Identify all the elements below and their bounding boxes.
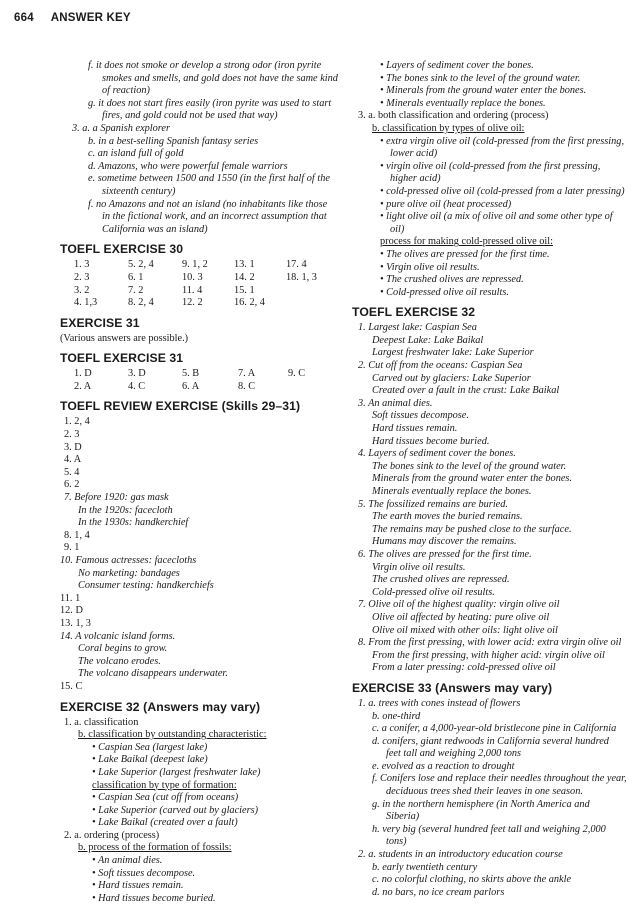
- answer-text: c. an island full of gold: [88, 148, 184, 160]
- answer-text: 4. A: [64, 454, 82, 466]
- answer-cell: 8. C: [238, 380, 256, 392]
- answer-line: [60, 542, 335, 555]
- toefl-review-exercise-answers: [60, 416, 335, 693]
- answer-text: 9. 1: [64, 542, 80, 554]
- answer-text: Carved out by glaciers: Lake Superior: [372, 372, 531, 384]
- answer-line: [352, 836, 637, 849]
- answer-text: b. process of the formation of fossils:: [78, 842, 232, 854]
- answer-line: [352, 473, 637, 486]
- answer-line: [60, 817, 335, 830]
- answer-text: Minerals eventually replace the bones.: [372, 486, 532, 497]
- answer-line: [60, 842, 335, 855]
- answer-cell: [288, 381, 338, 394]
- answer-text: 11. 1: [60, 592, 81, 604]
- answer-text: • virgin olive oil (cold-pressed from the first pressing,: [380, 160, 601, 172]
- answer-text: d. no bars, no ice cream parlors: [372, 886, 505, 898]
- answer-text: In the 1930s: handkerchief: [78, 517, 189, 529]
- answer-line: [60, 429, 335, 442]
- running-title: ANSWER KEY: [50, 12, 131, 24]
- answer-line: [60, 454, 335, 467]
- answer-text: • Hard tissues become buried.: [92, 892, 216, 904]
- answer-cell: 9. 1, 2: [182, 259, 208, 271]
- answer-line: [60, 780, 335, 793]
- answer-cell: 13. 1: [234, 259, 255, 271]
- answer-text: • Caspian Sea (cut off from oceans): [92, 792, 239, 804]
- answer-line: [352, 123, 637, 136]
- answer-line: [352, 574, 637, 587]
- answer-text: b. early twentieth century: [372, 861, 478, 873]
- answer-line: [60, 505, 335, 518]
- left-column: [60, 60, 338, 905]
- answer-text: 6. 2: [64, 479, 80, 491]
- answer-line: [60, 467, 335, 480]
- answer-cell: 3. D: [128, 368, 146, 380]
- answer-cell: 6. A: [182, 380, 200, 392]
- answer-text: b. in a best-selling Spanish fantasy series: [88, 135, 259, 147]
- answer-line: [60, 492, 335, 505]
- answer-text: 8. 1, 4: [64, 529, 90, 541]
- answer-line: [352, 360, 637, 373]
- answer-text: in the fictional work, and an incorrect assumption that: [102, 211, 327, 223]
- answer-line: [60, 148, 335, 161]
- answer-cell: [286, 297, 336, 310]
- answer-line: [352, 549, 637, 562]
- answer-text: 13. 1, 3: [60, 617, 91, 629]
- answer-text: • Minerals eventually replace the bones.: [380, 97, 546, 109]
- answer-text: Virgin olive oil results.: [372, 561, 466, 573]
- answer-line: [352, 650, 637, 663]
- answer-text: 2. a. ordering (process): [64, 829, 160, 841]
- answer-line: [60, 754, 335, 767]
- answer-text: feet tall and weighing 2,000 tons: [386, 748, 521, 760]
- page-number: 664: [14, 12, 34, 24]
- answer-text: d. Amazons, who were powerful female warriors: [88, 160, 288, 172]
- answer-text: Humans may discover the remains.: [372, 536, 517, 548]
- answer-text: • Hard tissues remain.: [92, 880, 184, 892]
- answer-line: [352, 662, 637, 675]
- answer-line: [352, 373, 637, 386]
- answer-text: Consumer testing: handkerchiefs: [78, 580, 214, 592]
- answer-text: • Cold-pressed olive oil results.: [380, 286, 509, 298]
- answer-text: 6. The olives are pressed for the first time.: [358, 548, 532, 560]
- answer-text: b. one-third: [372, 710, 421, 722]
- answer-text: • Virgin olive oil results.: [380, 261, 480, 273]
- answer-text: In the 1920s: facecloth: [78, 504, 173, 516]
- running-head: [14, 12, 131, 24]
- answer-text: Cold-pressed olive oil results.: [372, 586, 495, 598]
- answer-line: [60, 631, 335, 644]
- answer-line: [352, 98, 637, 111]
- answer-line: [60, 60, 335, 73]
- answer-text: From a later pressing: cold-pressed olive oil: [372, 662, 556, 674]
- right-column: [352, 60, 637, 899]
- answer-text: e. sometime between 1500 and 1550 (in the first half of the: [88, 173, 330, 185]
- answer-line: [352, 499, 637, 512]
- answer-text: 3. a. a Spanish explorer: [72, 122, 171, 134]
- answer-line: [352, 461, 637, 474]
- left-intro: [60, 60, 338, 236]
- answer-text: d. conifers, giant redwoods in California several hundred: [372, 735, 609, 747]
- answer-cell: 4. 1,3: [74, 297, 98, 309]
- answer-text: 14. A volcanic island forms.: [60, 630, 176, 642]
- answer-text: The crushed olives are repressed.: [372, 574, 510, 586]
- answer-text: 2. 3: [64, 429, 80, 441]
- answer-cell: 7. A: [238, 368, 256, 380]
- answer-text: 5. 4: [64, 466, 80, 478]
- answer-line: [352, 698, 637, 711]
- answer-line: [60, 555, 335, 568]
- answer-text: 3. An animal dies.: [358, 397, 433, 409]
- answer-line: [352, 625, 637, 638]
- answer-text: The volcano erodes.: [78, 655, 161, 667]
- answer-line: [352, 536, 637, 549]
- answer-text: deciduous trees shed their leaves in one season.: [386, 786, 583, 798]
- answer-line: [60, 517, 335, 530]
- answer-line: [352, 723, 637, 736]
- answer-text: 10. Famous actresses: facecloths: [60, 555, 197, 566]
- answer-line: [352, 824, 637, 837]
- answer-text: No marketing: bandages: [78, 567, 180, 579]
- answer-line: [352, 849, 637, 862]
- answer-line: [352, 173, 637, 186]
- answer-text: Coral begins to grow.: [78, 643, 168, 655]
- answer-line: [60, 530, 335, 543]
- answer-line: [60, 224, 335, 237]
- right-intro: [352, 60, 637, 299]
- answer-line: [352, 224, 637, 237]
- answer-cell: 4. C: [128, 380, 146, 392]
- answer-line: [60, 580, 335, 593]
- answer-cell: 15. 1: [234, 284, 255, 296]
- answer-line: [352, 385, 637, 398]
- answer-text: • Lake Superior (carved out by glaciers): [92, 804, 259, 816]
- exercise-33-answers: [352, 698, 637, 900]
- answer-line: [60, 123, 335, 136]
- answer-line: [352, 786, 637, 799]
- answer-text: process for making cold-pressed olive oil:: [380, 236, 554, 248]
- answer-line: [352, 874, 637, 887]
- answer-text: Olive oil mixed with other oils: light olive oil: [372, 624, 558, 636]
- answer-text: 8. From the first pressing, with lower acid: extra virgin olive oil: [358, 637, 622, 649]
- answer-cell: 3. 2: [74, 284, 90, 296]
- answer-line: [60, 643, 335, 656]
- answer-text: 2. a. students in an introductory education course: [358, 849, 563, 861]
- toefl-exercise-31-heading: TOEFL EXERCISE 31: [60, 351, 184, 366]
- answer-text: tons): [386, 836, 407, 848]
- toefl-exercise-31-answers: [74, 368, 335, 393]
- answer-line: [60, 479, 335, 492]
- answer-text: 3. a. both classification and ordering (process): [358, 110, 549, 122]
- answer-text: 2. Cut off from the oceans: Caspian Sea: [358, 360, 523, 372]
- answer-line: [60, 605, 335, 618]
- answer-text: Siberia): [386, 811, 420, 823]
- answer-text: 3. D: [64, 441, 82, 453]
- answer-cell: 2. A: [74, 380, 92, 392]
- answer-line: [60, 416, 335, 429]
- answer-line: [352, 236, 637, 249]
- answer-text: 7. Olive oil of the highest quality: virgin olive oil: [358, 599, 560, 611]
- answer-line: [60, 199, 335, 212]
- answer-text: f. Conifers lose and replace their needles throughout the year,: [372, 773, 627, 785]
- answer-text: • The crushed olives are repressed.: [380, 274, 524, 286]
- answer-line: [60, 855, 335, 868]
- answer-line: [352, 211, 637, 224]
- answer-text: Created over a fault in the crust: Lake Baikal: [372, 385, 560, 397]
- answer-line: [352, 60, 637, 73]
- answer-line: [352, 335, 637, 348]
- answer-line: [352, 136, 637, 149]
- answer-line: [60, 186, 335, 199]
- answer-line: [352, 398, 637, 411]
- answer-line: [60, 136, 335, 149]
- answer-line: [60, 173, 335, 186]
- answer-line: [352, 410, 637, 423]
- answer-line: [60, 729, 335, 742]
- answer-text: • Lake Baikal (deepest lake): [92, 754, 208, 766]
- answer-cell: 5. B: [182, 368, 200, 380]
- answer-line: [352, 511, 637, 524]
- answer-text: 4. Layers of sediment cover the bones.: [358, 448, 516, 460]
- answer-line: [60, 767, 335, 780]
- exercise-32-answers: [60, 717, 335, 905]
- answer-line: [352, 73, 637, 86]
- answer-text: 1. 2, 4: [64, 416, 90, 428]
- answer-line: [60, 868, 335, 881]
- answer-line: [352, 736, 637, 749]
- answer-cell: 16. 2, 4: [234, 297, 265, 309]
- answer-line: [352, 637, 637, 650]
- answer-text: • An animal dies.: [92, 855, 163, 867]
- answer-text: e. evolved as a reaction to drought: [372, 760, 515, 772]
- answer-line: [352, 811, 637, 824]
- answer-text: classification by type of formation:: [92, 779, 237, 791]
- answer-cell: 8. 2, 4: [128, 297, 154, 309]
- answer-line: [352, 587, 637, 600]
- answer-line: [60, 85, 335, 98]
- answer-text: • Caspian Sea (largest lake): [92, 741, 208, 753]
- answer-cell: 14. 2: [234, 271, 255, 283]
- answer-text: c. no colorful clothing, no skirts above the ankle: [372, 874, 572, 886]
- answer-text: lower acid): [390, 148, 438, 160]
- answer-cell: 7. 2: [128, 284, 144, 296]
- answer-cell: 2. 3: [74, 271, 90, 283]
- answer-line: [352, 274, 637, 287]
- answer-text: Olive oil affected by heating: pure olive oil: [372, 611, 550, 623]
- answer-text: The earth moves the buried remains.: [372, 511, 523, 523]
- answer-text: b. classification by types of olive oil:: [372, 122, 525, 134]
- answer-line: [352, 562, 637, 575]
- answer-line: [352, 186, 637, 199]
- answer-line: [352, 85, 637, 98]
- answer-text: • Layers of sediment cover the bones.: [380, 60, 534, 71]
- toefl-exercise-30-heading: TOEFL EXERCISE 30: [60, 242, 184, 257]
- answer-cell: 6. 1: [128, 271, 144, 283]
- answer-text: oil): [390, 223, 405, 235]
- answer-line: [60, 717, 335, 730]
- answer-line: [60, 110, 335, 123]
- answer-text: Hard tissues remain.: [372, 423, 458, 435]
- answer-text: smokes and smells, and gold does not have the same kind: [102, 72, 338, 84]
- answer-text: • Minerals from the ground water enter the bones.: [380, 85, 587, 97]
- answer-text: 7. Before 1920: gas mask: [64, 492, 169, 504]
- answer-text: g. it does not start fires easily (iron pyrite was used to start: [88, 97, 332, 109]
- answer-text: • Lake Superior (largest freshwater lake): [92, 766, 261, 778]
- answer-text: g. in the northern hemisphere (in North America and: [372, 798, 590, 810]
- answer-line: [60, 668, 335, 681]
- answer-line: [352, 322, 637, 335]
- answer-line: [60, 98, 335, 111]
- exercise-31-note: (Various answers are possible.): [60, 332, 189, 344]
- toefl-exercise-32-answers: [352, 322, 637, 675]
- answer-text: Hard tissues become buried.: [372, 435, 490, 447]
- answer-line: [352, 862, 637, 875]
- answer-line: [352, 599, 637, 612]
- answer-text: • extra virgin olive oil (cold-pressed from the first pressing,: [380, 135, 625, 147]
- answer-text: f. it does not smoke or develop a strong odor (iron pyrite: [88, 60, 322, 71]
- answer-cell: 11. 4: [182, 284, 203, 296]
- answer-text: Deepest Lake: Lake Baikal: [372, 334, 484, 346]
- answer-cell: [286, 285, 336, 298]
- answer-line: [352, 799, 637, 812]
- answer-text: California was an island): [102, 223, 208, 235]
- toefl-exercise-32-heading: TOEFL EXERCISE 32: [352, 305, 476, 320]
- answer-text: h. very big (several hundred feet tall and weighing 2,000: [372, 823, 606, 835]
- answer-line: [352, 347, 637, 360]
- answer-text: The remains may be pushed close to the surface.: [372, 523, 572, 535]
- answer-line: [60, 211, 335, 224]
- answer-cell: 1. 3: [74, 259, 90, 271]
- exercise-33-heading: EXERCISE 33 (Answers may vary): [352, 680, 553, 695]
- answer-line: [60, 442, 335, 455]
- toefl-exercise-30-answers: [74, 259, 335, 309]
- answer-text: of reaction): [102, 85, 150, 97]
- answer-text: 1. a. trees with cones instead of flowers: [358, 697, 521, 709]
- answer-text: Soft tissues decompose.: [372, 410, 469, 422]
- exercise-32-heading: EXERCISE 32 (Answers may vary): [60, 699, 261, 714]
- answer-text: Minerals from the ground water enter the bones.: [372, 473, 573, 485]
- answer-text: Largest freshwater lake: Lake Superior: [372, 347, 534, 359]
- answer-line: [60, 805, 335, 818]
- answer-line: [352, 773, 637, 786]
- answer-cell: 5. 2, 4: [128, 259, 154, 271]
- answer-text: • cold-pressed olive oil (cold-pressed from a later pressing): [380, 185, 625, 197]
- answer-cell: 10. 3: [182, 271, 203, 283]
- answer-line: [60, 830, 335, 843]
- answer-line: [352, 887, 637, 900]
- answer-line: [60, 681, 335, 694]
- answer-line: [60, 792, 335, 805]
- answer-line: [60, 568, 335, 581]
- answer-text: 15. C: [60, 680, 83, 692]
- answer-text: From the first pressing, with higher acid: virgin olive oil: [372, 649, 605, 661]
- answer-cell: 17. 4: [286, 259, 307, 271]
- answer-line: [60, 742, 335, 755]
- answer-line: [352, 448, 637, 461]
- answer-text: The bones sink to the level of the ground water.: [372, 460, 567, 472]
- answer-text: • light olive oil (a mix of olive oil and some other type of: [380, 211, 613, 223]
- answer-line: [352, 612, 637, 625]
- answer-line: [60, 893, 335, 905]
- answer-text: • The olives are pressed for the first time.: [380, 248, 550, 260]
- answer-cell: 18. 1, 3: [286, 271, 317, 283]
- toefl-review-exercise-heading: TOEFL REVIEW EXERCISE (Skills 29–31): [60, 399, 301, 414]
- answer-text: • pure olive oil (heat processed): [380, 198, 512, 210]
- answer-line: [352, 711, 637, 724]
- answer-text: 12. D: [60, 605, 83, 617]
- answer-text: fires, and gold could not be used that way): [102, 110, 278, 122]
- answer-text: The volcano disappears underwater.: [78, 668, 228, 680]
- answer-line: [352, 110, 637, 123]
- answer-line: [352, 761, 637, 774]
- answer-line: [352, 436, 637, 449]
- answer-line: [352, 249, 637, 262]
- answer-cell: 1. D: [74, 368, 92, 380]
- answer-line: [352, 148, 637, 161]
- answer-text: • Lake Baikal (created over a fault): [92, 817, 238, 829]
- answer-line: [60, 161, 335, 174]
- answer-line: [60, 618, 335, 631]
- exercise-31-heading: EXERCISE 31: [60, 315, 140, 330]
- answer-line: [352, 287, 637, 300]
- answer-text: 1. a. classification: [64, 716, 139, 728]
- answer-line: [352, 161, 637, 174]
- answer-text: sixteenth century): [102, 185, 176, 197]
- answer-line: [352, 423, 637, 436]
- answer-line: [352, 524, 637, 537]
- answer-text: • Soft tissues decompose.: [92, 867, 196, 879]
- answer-text: 1. Largest lake: Caspian Sea: [358, 322, 477, 334]
- answer-line: [60, 593, 335, 606]
- answer-text: 5. The fossilized remains are buried.: [358, 498, 508, 510]
- answer-text: f. no Amazons and not an island (no inhabitants like those: [88, 198, 328, 210]
- answer-cell: 9. C: [288, 368, 306, 380]
- answer-cell: 12. 2: [182, 297, 203, 309]
- answer-line: [60, 656, 335, 669]
- answer-text: c. a conifer, a 4,000-year-old bristlecone pine in California: [372, 723, 617, 735]
- answer-line: [352, 262, 637, 275]
- answer-line: [352, 199, 637, 212]
- answer-text: higher acid): [390, 173, 441, 185]
- answer-line: [60, 72, 338, 86]
- answer-text: b. classification by outstanding characteristic:: [78, 729, 267, 741]
- answer-line: [60, 880, 335, 893]
- answer-line: [352, 486, 637, 499]
- answer-line: [352, 748, 637, 761]
- answer-text: • The bones sink to the level of the ground water.: [380, 72, 581, 84]
